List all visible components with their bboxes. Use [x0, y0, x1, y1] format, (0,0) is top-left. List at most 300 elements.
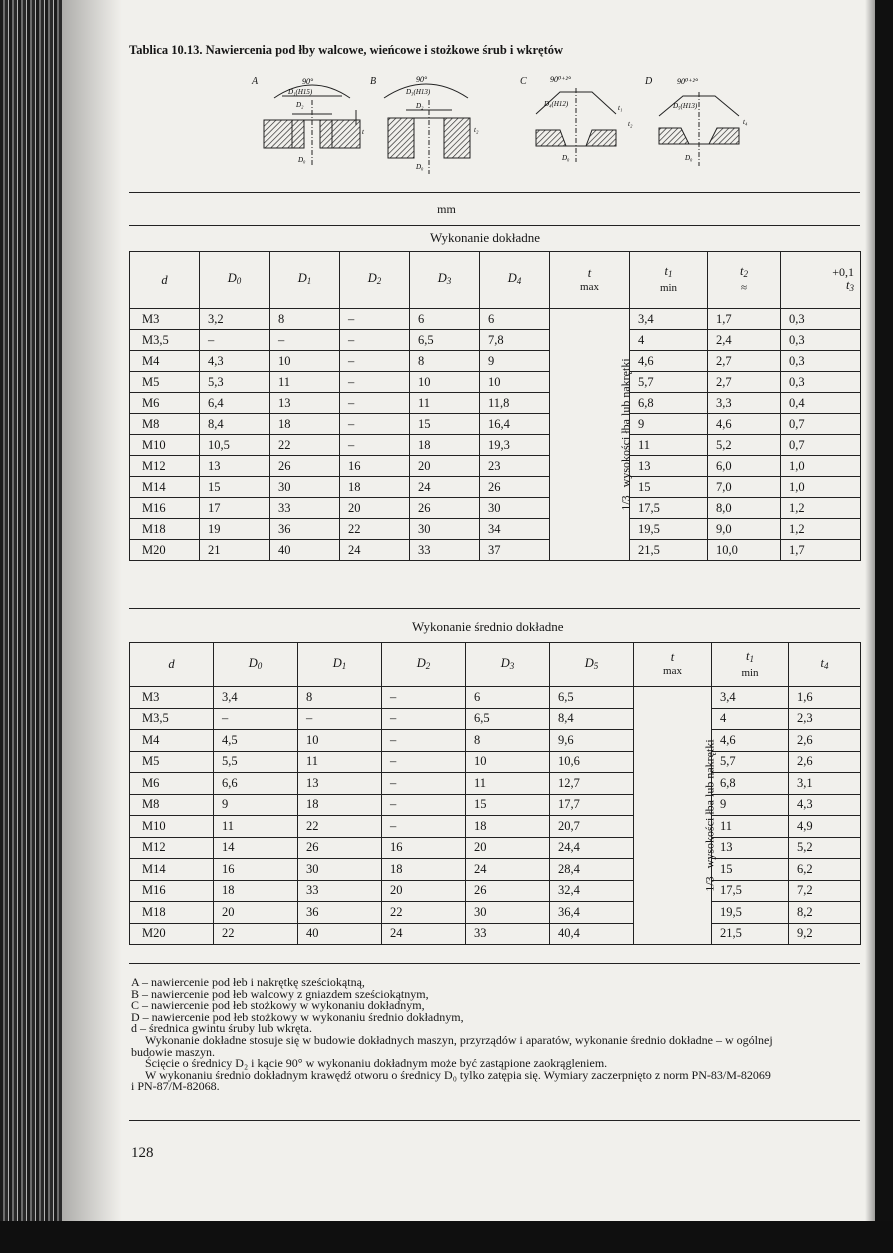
table-cell: 0,3 — [781, 372, 861, 393]
table-row — [130, 773, 861, 795]
table-cell: 11 — [466, 773, 550, 795]
table-cell: 7,0 — [708, 477, 781, 498]
table-cell: 17,5 — [630, 498, 708, 519]
table-cell-thread: M16 — [130, 498, 200, 519]
table-cell: – — [382, 708, 466, 730]
table-cell: 1,2 — [781, 519, 861, 540]
table-cell-thread: M18 — [130, 902, 214, 924]
figure-a — [252, 70, 372, 180]
table-cell: 3,2 — [200, 309, 270, 330]
table-exact — [129, 251, 861, 561]
table-cell: – — [340, 351, 410, 372]
table-cell: 8 — [298, 687, 382, 709]
table-title: Tablica 10.13. Nawiercenia pod łby walcowe, wieńcowe i stożkowe śrub i wkrętów — [129, 43, 564, 57]
figure-d-drawing — [645, 70, 765, 180]
table-row — [130, 687, 861, 709]
book-binding-edge — [0, 0, 62, 1253]
header-d2: $D_2$ — [382, 643, 466, 687]
table-cell: 11,8 — [480, 393, 550, 414]
table-cell: 5,2 — [789, 837, 861, 859]
table-cell: 15 — [466, 794, 550, 816]
table-cell: 19,5 — [712, 902, 789, 924]
table-cell: 5,2 — [708, 435, 781, 456]
table-cell: 6,8 — [712, 773, 789, 795]
table-cell: 1,0 — [781, 477, 861, 498]
figure-d-angle: 90⁰⁺²° — [677, 77, 699, 86]
table-cell: 15 — [630, 477, 708, 498]
figure-b-label-t2: t₂ — [474, 126, 479, 134]
vertical-note: wysokości łba lub nakrętki — [618, 358, 633, 488]
table-row — [130, 309, 861, 330]
table-cell-thread: M3,5 — [130, 330, 200, 351]
table-cell: 33 — [466, 923, 550, 945]
table-cell: 5,7 — [712, 751, 789, 773]
figure-b-label-d2: D₂ — [416, 102, 424, 110]
right-page-edge — [875, 0, 893, 1253]
table-cell: 21,5 — [712, 923, 789, 945]
table-cell: 2,7 — [708, 351, 781, 372]
table-cell: 6,5 — [410, 330, 480, 351]
figure-a-label-t: t — [362, 128, 364, 136]
table-exact-header — [130, 252, 861, 309]
figure-c-label-d4: D₄(H12) — [544, 100, 569, 108]
table-cell: 3,4 — [214, 687, 298, 709]
legend-notes — [131, 977, 866, 1093]
figure-a-angle: 90° — [302, 77, 314, 86]
table-cell: 0,3 — [781, 330, 861, 351]
table-cell-thread: M12 — [130, 456, 200, 477]
table-cell: 36,4 — [550, 902, 634, 924]
header-t4: $t_4$ — [789, 643, 861, 687]
table-cell: – — [340, 330, 410, 351]
vertical-note-cell — [550, 309, 633, 561]
header-d3: $D_3$ — [466, 643, 550, 687]
header-t1: $t_1$ min — [712, 643, 789, 687]
vertical-note-cell — [634, 687, 717, 945]
table-cell: 11 — [270, 372, 340, 393]
table-row — [130, 498, 861, 519]
table-cell: 8 — [466, 730, 550, 752]
table-cell: 6 — [410, 309, 480, 330]
table-cell-thread: M12 — [130, 837, 214, 859]
table-cell: 36 — [298, 902, 382, 924]
table-cell: 1,7 — [708, 309, 781, 330]
table-cell: 5,7 — [630, 372, 708, 393]
table-cell: 7,2 — [789, 880, 861, 902]
table-cell: 33 — [270, 498, 340, 519]
table-cell: 4 — [630, 330, 708, 351]
table-cell: 20,7 — [550, 816, 634, 838]
table-cell: 4,3 — [200, 351, 270, 372]
table-cell: – — [340, 393, 410, 414]
table-cell: 2,7 — [708, 372, 781, 393]
table-cell: 0,7 — [781, 414, 861, 435]
header-d1: $D_1$ — [298, 643, 382, 687]
table-row — [130, 435, 861, 456]
table-cell: 12,7 — [550, 773, 634, 795]
table-cell: 4,6 — [630, 351, 708, 372]
table-cell: – — [298, 708, 382, 730]
table-cell: 2,3 — [789, 708, 861, 730]
note-line: C – nawiercenie pod łeb stożkowy w wykonaniu dokładnym, — [131, 998, 425, 1013]
table-row — [130, 330, 861, 351]
table-cell: 5,3 — [200, 372, 270, 393]
header-t1: $t_1$ min — [630, 252, 708, 309]
table-cell: 22 — [214, 923, 298, 945]
table-cell: – — [382, 773, 466, 795]
table-cell: 33 — [410, 540, 480, 561]
table-cell: 30 — [270, 477, 340, 498]
figure-d-label-t4: t₄ — [743, 118, 748, 126]
table-cell: 26 — [480, 477, 550, 498]
table-cell-thread: M8 — [130, 794, 214, 816]
table-cell: 13 — [630, 456, 708, 477]
note-line: W wykonaniu średnio dokładnym krawędź otworu o średnicy D₀ tylko zatępia się. Wymiary zaczerpnięto z norm PN-83/M-82069 — [145, 1067, 771, 1082]
table-medium — [129, 642, 861, 945]
table-row — [130, 414, 861, 435]
vertical-fraction: 1/3 — [618, 495, 633, 511]
note-line: Ścięcie o średnicy D₂ i kącie 90° w wykonaniu dokładnym może być zastąpione zaokrągleniem. — [145, 1056, 608, 1071]
table-cell: 18 — [340, 477, 410, 498]
rule-between — [129, 608, 860, 609]
table-row — [130, 794, 861, 816]
figure-d-letter: D — [645, 76, 653, 87]
table-cell: 13 — [270, 393, 340, 414]
table-cell: 28,4 — [550, 859, 634, 881]
table-cell: 6,0 — [708, 456, 781, 477]
table-cell: 22 — [270, 435, 340, 456]
header-d0: $D_0$ — [214, 643, 298, 687]
table-cell: 13 — [200, 456, 270, 477]
table-cell: 13 — [298, 773, 382, 795]
rule-units — [129, 225, 860, 226]
table-cell: 11 — [410, 393, 480, 414]
table-cell-thread: M5 — [130, 751, 214, 773]
table-cell: 0,3 — [781, 351, 861, 372]
table-cell-thread: M20 — [130, 540, 200, 561]
table-row — [130, 880, 861, 902]
table-exact-body — [130, 309, 861, 561]
table-cell: – — [200, 330, 270, 351]
table-cell: 22 — [298, 816, 382, 838]
table-cell: 24 — [340, 540, 410, 561]
table-cell: 10 — [270, 351, 340, 372]
figure-c — [520, 70, 640, 180]
table-cell: 8,4 — [550, 708, 634, 730]
table-cell: 13 — [712, 837, 789, 859]
table-cell: 9,0 — [708, 519, 781, 540]
table-cell: 26 — [410, 498, 480, 519]
table-cell: 17,7 — [550, 794, 634, 816]
table-cell: 4,9 — [789, 816, 861, 838]
table-cell: – — [382, 794, 466, 816]
page-number: 128 — [131, 1145, 154, 1161]
figure-d — [645, 70, 765, 180]
table-cell: 6 — [466, 687, 550, 709]
table-cell: 4,6 — [708, 414, 781, 435]
table-cell-thread: M6 — [130, 773, 214, 795]
table-cell: – — [382, 730, 466, 752]
table-cell: – — [340, 309, 410, 330]
note-line: Wykonanie dokładne stosuje się w budowie dokładnych maszyn, przyrządów i aparatów, wykonanie średnio dokładne – w ogólnej — [145, 1032, 773, 1047]
header-d4: $D_4$ — [480, 252, 550, 309]
table-cell: 3,4 — [712, 687, 789, 709]
table-cell: 10,0 — [708, 540, 781, 561]
units-label: mm — [437, 202, 456, 216]
table-cell: 4,6 — [712, 730, 789, 752]
table-cell: 24 — [410, 477, 480, 498]
table-cell: 16 — [382, 837, 466, 859]
table-medium-body — [130, 687, 861, 945]
table-cell: 10,6 — [550, 751, 634, 773]
table-cell: 26 — [466, 880, 550, 902]
header-t: t max — [550, 252, 630, 309]
figure-c-letter: C — [520, 76, 527, 87]
table-cell: 15 — [200, 477, 270, 498]
table-cell: 19,5 — [630, 519, 708, 540]
figure-b-label-d0: D₀ — [416, 163, 424, 171]
table-cell: 40,4 — [550, 923, 634, 945]
figure-c-angle: 90⁰⁺²° — [550, 75, 572, 84]
figure-d-label-d5: D₅(H13) — [673, 102, 698, 110]
figure-b — [370, 70, 490, 180]
table-cell: 3,1 — [789, 773, 861, 795]
table-cell: 3,4 — [630, 309, 708, 330]
table-row — [130, 859, 861, 881]
table-cell: 18 — [214, 880, 298, 902]
table-cell-thread: M3 — [130, 309, 200, 330]
table-cell: 6,4 — [200, 393, 270, 414]
header-d1: $D_1$ — [270, 252, 340, 309]
table-cell-thread: M18 — [130, 519, 200, 540]
table-cell: 34 — [480, 519, 550, 540]
table-cell: 20 — [382, 880, 466, 902]
figure-b-angle: 90° — [416, 75, 428, 84]
table-cell: 32,4 — [550, 880, 634, 902]
figure-c-drawing — [520, 70, 640, 180]
table-cell: – — [382, 816, 466, 838]
note-line: budowie maszyn. — [131, 1044, 215, 1059]
bottom-scan-edge — [0, 1221, 893, 1253]
table-cell: 9,6 — [550, 730, 634, 752]
gutter-shadow — [62, 0, 122, 1253]
header-d5: $D_5$ — [550, 643, 634, 687]
figure-b-drawing — [370, 70, 490, 180]
table-cell: 18 — [298, 794, 382, 816]
table-cell: 18 — [382, 859, 466, 881]
figure-a-letter: A — [252, 76, 259, 87]
table-cell: 9 — [630, 414, 708, 435]
table-row — [130, 837, 861, 859]
figure-c-label-d0: D₀ — [562, 154, 570, 162]
table-cell: – — [270, 330, 340, 351]
table-cell: 9,2 — [789, 923, 861, 945]
table-cell: 16 — [340, 456, 410, 477]
table-cell: 26 — [298, 837, 382, 859]
table-cell-thread: M6 — [130, 393, 200, 414]
table-cell: 2,6 — [789, 751, 861, 773]
table-cell: – — [340, 414, 410, 435]
table-cell: 11 — [712, 816, 789, 838]
table-cell: – — [340, 372, 410, 393]
table-cell: 8,4 — [200, 414, 270, 435]
vertical-fraction: 1/3 — [702, 876, 717, 892]
table-cell-thread: M4 — [130, 730, 214, 752]
table-cell: 10 — [480, 372, 550, 393]
figure-a-label-d2: D₂ — [296, 101, 304, 109]
note-line: i PN-87/M-82068. — [131, 1079, 220, 1094]
table-cell-thread: M8 — [130, 414, 200, 435]
table-cell: 6,2 — [789, 859, 861, 881]
table-cell: 9 — [214, 794, 298, 816]
table-cell: 40 — [270, 540, 340, 561]
table-cell-thread: M3 — [130, 687, 214, 709]
table-cell: 6,6 — [214, 773, 298, 795]
table-cell: 8,2 — [789, 902, 861, 924]
table-cell: 0,3 — [781, 309, 861, 330]
table-cell-thread: M14 — [130, 477, 200, 498]
note-line: B – nawiercenie pod łeb walcowy z gniazdem sześciokątnym, — [131, 986, 429, 1001]
figure-a-label-d1: D₁(H15) — [288, 88, 313, 96]
table-cell: 1,6 — [789, 687, 861, 709]
table-cell: 11 — [630, 435, 708, 456]
table-cell: 30 — [466, 902, 550, 924]
rule-top — [129, 192, 860, 193]
table-cell: 23 — [480, 456, 550, 477]
table-cell-thread: M4 — [130, 351, 200, 372]
table-cell: 1,7 — [781, 540, 861, 561]
table-cell: 0,4 — [781, 393, 861, 414]
table-cell: 21 — [200, 540, 270, 561]
table-cell: 30 — [410, 519, 480, 540]
table-cell: 19 — [200, 519, 270, 540]
table-cell: 0,7 — [781, 435, 861, 456]
table-cell: 21,5 — [630, 540, 708, 561]
table-cell: 19,3 — [480, 435, 550, 456]
table-cell: 18 — [270, 414, 340, 435]
table-cell: 5,5 — [214, 751, 298, 773]
table-cell: 17 — [200, 498, 270, 519]
table-cell: – — [340, 435, 410, 456]
header-d: d — [130, 643, 214, 687]
figure-c-label-t1: t₁ — [618, 104, 623, 112]
figure-b-label-d3: D₃(H13) — [406, 88, 431, 96]
table-cell: 6,8 — [630, 393, 708, 414]
table-row — [130, 902, 861, 924]
table-cell: 40 — [298, 923, 382, 945]
table-row — [130, 708, 861, 730]
table-cell: 9 — [712, 794, 789, 816]
table-cell: – — [382, 751, 466, 773]
table-cell: 6,5 — [466, 708, 550, 730]
table-cell: 22 — [382, 902, 466, 924]
table-cell: 18 — [466, 816, 550, 838]
header-t3: +0,1 $t_3$ — [781, 252, 861, 309]
header-t2: $t_2$ ≈ — [708, 252, 781, 309]
table-cell: 3,3 — [708, 393, 781, 414]
table-cell: 20 — [340, 498, 410, 519]
table-cell: 24 — [466, 859, 550, 881]
table-cell: 8 — [410, 351, 480, 372]
table-cell-thread: M10 — [130, 816, 214, 838]
table-cell: 8,0 — [708, 498, 781, 519]
note-line: D – nawiercenie pod łeb stożkowy w wykonaniu średnio dokładnym, — [131, 1009, 464, 1024]
table-cell: 18 — [410, 435, 480, 456]
figure-c-label-t2: t₂ — [628, 120, 633, 128]
table-cell-thread: M3,5 — [130, 708, 214, 730]
table-cell: 30 — [480, 498, 550, 519]
table-row — [130, 816, 861, 838]
table-cell: 4,3 — [789, 794, 861, 816]
table-cell: 37 — [480, 540, 550, 561]
right-edge-shadow — [865, 0, 875, 1253]
table-medium-header — [130, 643, 861, 687]
rule-before-notes — [129, 963, 860, 964]
table-cell: 6 — [480, 309, 550, 330]
table-cell: 2,4 — [708, 330, 781, 351]
table-cell: – — [382, 687, 466, 709]
table-row — [130, 372, 861, 393]
table-cell: 20 — [410, 456, 480, 477]
table-cell: 1,2 — [781, 498, 861, 519]
table-cell: 10 — [466, 751, 550, 773]
rule-footer — [129, 1120, 860, 1121]
table-cell: 6,5 — [550, 687, 634, 709]
table-cell: 33 — [298, 880, 382, 902]
table-row — [130, 923, 861, 945]
header-d3: $D_3$ — [410, 252, 480, 309]
header-d0: $D_0$ — [200, 252, 270, 309]
header-d2: $D_2$ — [340, 252, 410, 309]
table-row — [130, 393, 861, 414]
table-cell: 10 — [298, 730, 382, 752]
table-cell: 17,5 — [712, 880, 789, 902]
table-row — [130, 751, 861, 773]
table-cell: 16 — [214, 859, 298, 881]
table-cell-thread: M16 — [130, 880, 214, 902]
table-cell: 10,5 — [200, 435, 270, 456]
table-cell: 14 — [214, 837, 298, 859]
table-cell: 4 — [712, 708, 789, 730]
table-cell: 11 — [298, 751, 382, 773]
section-title-medium: Wykonanie średnio dokładne — [412, 619, 564, 634]
table-cell: 1,0 — [781, 456, 861, 477]
note-line: A – nawiercenie pod łeb i nakrętkę sześciokątną, — [131, 975, 365, 989]
figure-d-label-d0: D₀ — [685, 154, 693, 162]
table-cell: 7,8 — [480, 330, 550, 351]
table-row — [130, 351, 861, 372]
header-t: t max — [634, 643, 712, 687]
section-title-exact: Wykonanie dokładne — [430, 230, 541, 245]
table-row — [130, 730, 861, 752]
table-cell: 15 — [712, 859, 789, 881]
vertical-note: wysokości łba lub nakrętki — [702, 739, 717, 869]
figure-a-drawing — [252, 70, 372, 180]
figure-a-label-d0: D₀ — [298, 156, 306, 164]
table-cell-thread: M20 — [130, 923, 214, 945]
table-row — [130, 477, 861, 498]
table-cell: 16,4 — [480, 414, 550, 435]
table-cell: 10 — [410, 372, 480, 393]
table-row — [130, 519, 861, 540]
table-row — [130, 540, 861, 561]
table-cell: 20 — [214, 902, 298, 924]
table-cell: 9 — [480, 351, 550, 372]
table-cell: 22 — [340, 519, 410, 540]
table-cell: 26 — [270, 456, 340, 477]
table-cell: 2,6 — [789, 730, 861, 752]
note-line: d – średnica gwintu śruby lub wkręta. — [131, 1021, 312, 1036]
